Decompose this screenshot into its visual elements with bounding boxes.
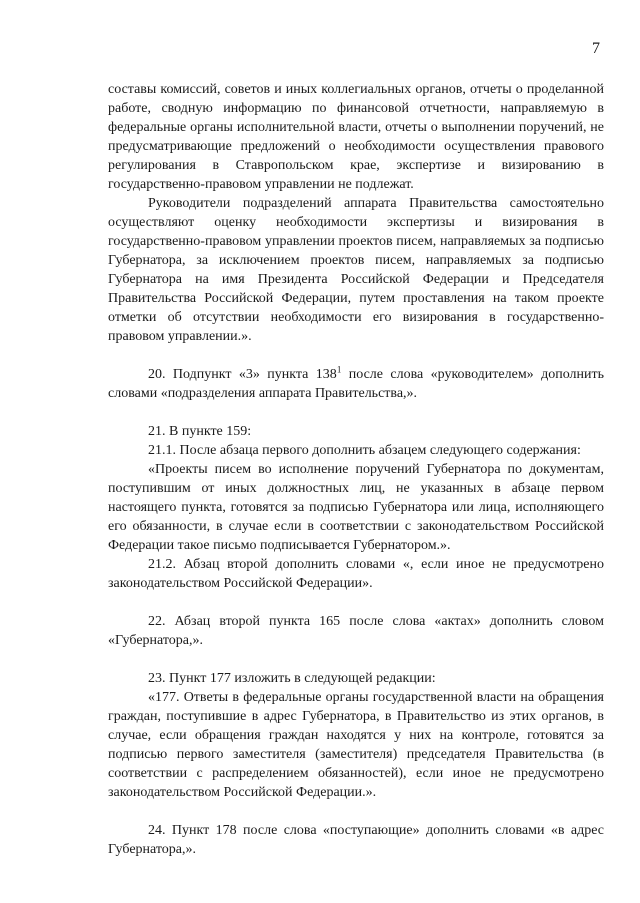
item-24: 24. Пункт 178 после слова «поступающие» дополнить словами «в адрес Губернатора,». (108, 823, 604, 857)
item-20 (108, 365, 604, 403)
paragraph-continuation: составы комиссий, советов и иных коллегиальных органов, отчеты о проделанной работе, сводную информацию по финансовой отчетности, направляемую в федеральные органы исполнительной власти, отчеты о выполнении поручений, не предусматривающие предложений о необходимости осуществления правового регулирования в Ставропольском крае, экспертизе и визированию в государственно-правовом управлении не подлежат. (108, 82, 604, 192)
item-21: 21. В пункте 159: (148, 424, 252, 439)
document-body (108, 80, 604, 859)
item-20-superscript: 1 (336, 364, 342, 375)
item-23: 23. Пункт 177 изложить в следующей редакции: (148, 671, 436, 686)
paragraph-heads-of-divisions: Руководители подразделений аппарата Правительства самостоятельно осуществляют оценку необходимости экспертизы и визирования в государственно-правовом управлении проектов писем, направляемых за подписью Губернатора, за исключением проектов писем, направляемых за подписью Губернатора на имя Президента Российской Федерации и Председателя Правительства Российской Федерации, путем проставления на таком проекте отметки об отсутствии необходимости его визирования в государственно-правовом управлении.». (108, 196, 604, 344)
item-22: 22. Абзац второй пункта 165 после слова «актах» дополнить словом «Губернатора,». (108, 614, 604, 648)
item-20-text-a: 20. Подпункт «3» пункта 138 (148, 367, 337, 382)
item-21-1-quote: «Проекты писем во исполнение поручений Губернатора по документам, поступившим от иных должностных лиц, не указанных в абзаце первом настоящего пункта, готовятся за подписью Губернатора или лица, исполняющего его обязанности, в случае если в соответствии с законодательством Российской Федерации такое письмо подписывается Губернатором.». (108, 462, 604, 553)
item-20-text-b: после слова «руководителем» дополнить словами «подразделения аппарата Правительства,». (108, 367, 604, 401)
item-23-quote: «177. Ответы в федеральные органы государственной власти на обращения граждан, поступившие в адрес Губернатора, в Правительство из этих органов, в случае, если обращения граждан находятся у них на контроле, готовятся за подписью первого заместителя (заместителя) председателя Правительства (в соответствии с распределением обязанностей), если иное не предусмотрено законодательством Российской Федерации.». (108, 690, 604, 800)
item-21-1: 21.1. После абзаца первого дополнить абзацем следующего содержания: (148, 443, 581, 458)
item-21-2: 21.2. Абзац второй дополнить словами «, если иное не предусмотрено законодательством Российской Федерации». (108, 557, 604, 591)
page-number: 7 (592, 40, 600, 57)
